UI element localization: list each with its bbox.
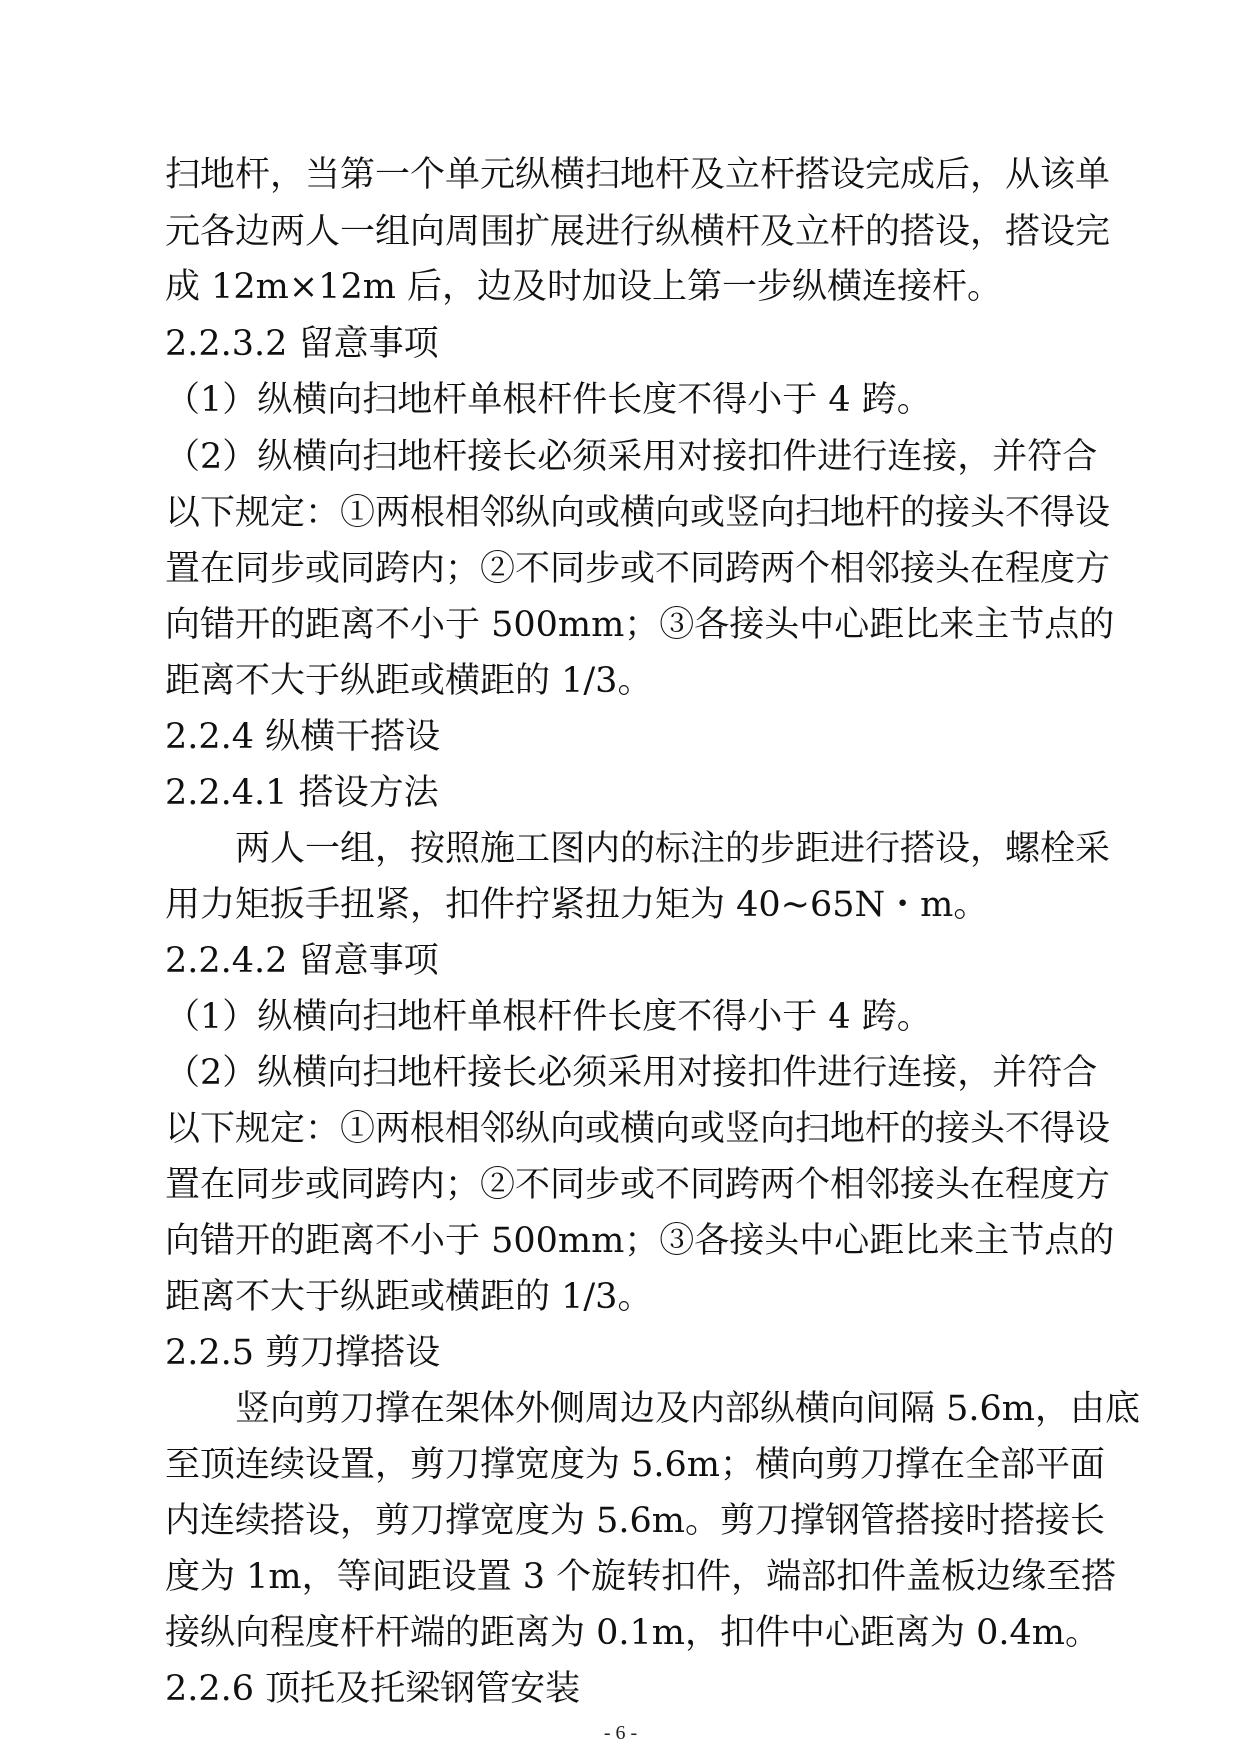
list-item: （2）纵横向扫地杆接长必须采用对接扣件进行连接，并符合 — [165, 1053, 1098, 1093]
body-text-line: 向错开的距离不小于 500mm；③各接头中心距比来主节点的 — [165, 1221, 1115, 1261]
section-heading: 2.2.4.2 留意事项 — [165, 941, 439, 981]
body-text-line: 置在同步或同跨内；②不同步或不同跨两个相邻接头在程度方 — [165, 1165, 1111, 1205]
body-text-line: 以下规定：①两根相邻纵向或横向或竖向扫地杆的接头不得设 — [165, 493, 1111, 533]
body-text-line: 内连续搭设，剪刀撑宽度为 5.6m。剪刀撑钢管搭接时搭接长 — [165, 1501, 1105, 1541]
body-text-line: 向错开的距离不小于 500mm；③各接头中心距比来主节点的 — [165, 605, 1115, 645]
body-text-line: 接纵向程度杆杆端的距离为 0.1m，扣件中心距离为 0.4m。 — [165, 1613, 1100, 1653]
section-heading: 2.2.6 顶托及托梁钢管安装 — [165, 1669, 581, 1709]
body-text-line: 竖向剪刀撑在架体外侧周边及内部纵横向间隔 5.6m，由底 — [235, 1389, 1140, 1429]
body-text-line: 置在同步或同跨内；②不同步或不同跨两个相邻接头在程度方 — [165, 549, 1111, 589]
list-item: （1）纵横向扫地杆单根杆件长度不得小于 4 跨。 — [165, 380, 932, 420]
section-heading: 2.2.4 纵横干搭设 — [165, 717, 441, 757]
section-heading: 2.2.5 剪刀撑搭设 — [165, 1333, 441, 1373]
body-text-line: 距离不大于纵距或横距的 1/3。 — [165, 661, 653, 701]
body-text-line: 成 12m×12m 后，边及时加设上第一步纵横连接杆。 — [165, 267, 1003, 307]
section-heading: 2.2.4.1 搭设方法 — [165, 773, 439, 813]
body-text-line: 用力矩扳手扭紧，扣件拧紧扭力矩为 40~65N・m。 — [165, 885, 989, 925]
section-heading: 2.2.3.2 留意事项 — [165, 324, 439, 364]
body-text-line: 元各边两人一组向周围扩展进行纵横杆及立杆的搭设，搭设完 — [165, 212, 1111, 252]
body-text-line: 距离不大于纵距或横距的 1/3。 — [165, 1277, 653, 1317]
page-number: - 6 - — [603, 1722, 638, 1744]
body-text-line: 扫地杆，当第一个单元纵横扫地杆及立杆搭设完成后，从该单 — [165, 155, 1111, 195]
body-text-line: 两人一组，按照施工图内的标注的步距进行搭设，螺栓采 — [235, 829, 1111, 869]
body-text-line: 至顶连续设置，剪刀撑宽度为 5.6m；横向剪刀撑在全部平面 — [165, 1445, 1105, 1485]
list-item: （2）纵横向扫地杆接长必须采用对接扣件进行连接，并符合 — [165, 437, 1098, 477]
list-item: （1）纵横向扫地杆单根杆件长度不得小于 4 跨。 — [165, 997, 932, 1037]
body-text-line: 以下规定：①两根相邻纵向或横向或竖向扫地杆的接头不得设 — [165, 1109, 1111, 1149]
body-text-line: 度为 1m，等间距设置 3 个旋转扣件，端部扣件盖板边缘至搭 — [165, 1557, 1117, 1597]
